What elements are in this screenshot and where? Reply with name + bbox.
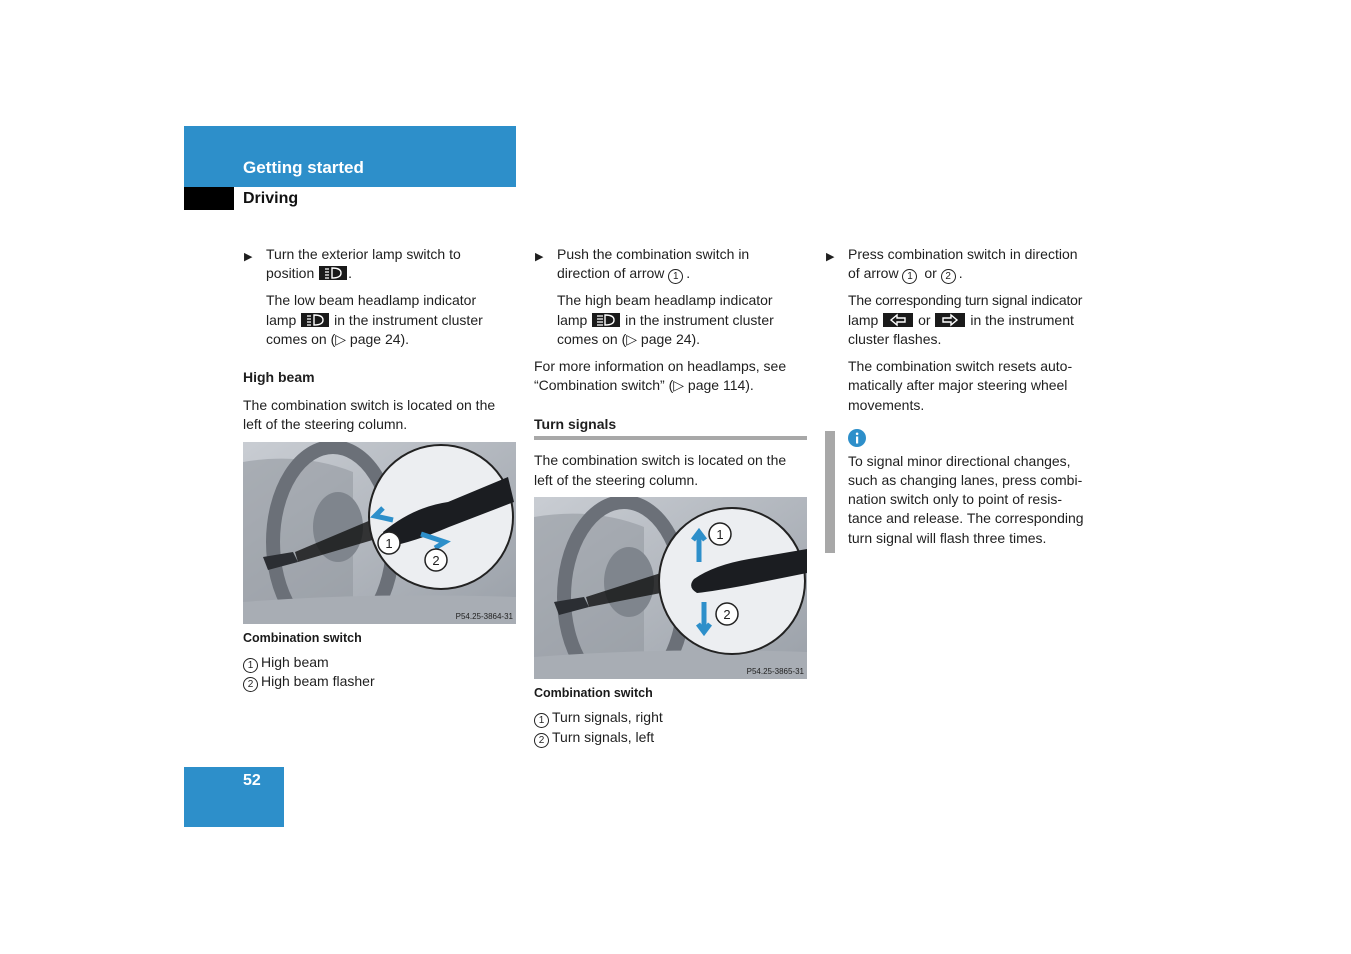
legend-item: 2 Turn signals, left	[534, 728, 654, 748]
info-icon	[848, 429, 866, 452]
col2-p1-line2: lamp in the instrument cluster	[557, 312, 774, 328]
col3-p2-line3: movements.	[848, 397, 925, 413]
col1-p1-line2: lamp in the instrument cluster	[266, 312, 483, 328]
info-line: nation switch only to point of resis-	[848, 491, 1062, 507]
combination-switch-figure-turn-signals	[534, 497, 807, 679]
legend-item: 1 High beam	[243, 653, 329, 673]
col1-p1-line3: comes on (▷ page 24).	[266, 331, 410, 347]
info-sidebar	[825, 431, 835, 553]
callout-number: 1	[243, 658, 258, 673]
col3-p1-line2: lamp or in the instrument	[848, 312, 1074, 328]
high-beam-heading: High beam	[243, 369, 315, 385]
turn-signals-heading: Turn signals	[534, 416, 617, 432]
bullet-icon: ▶	[535, 251, 544, 263]
col2-p2-line2: “Combination switch” (▷ page 114).	[534, 377, 754, 393]
callout-number: 1	[668, 269, 683, 284]
section-title: Getting started	[243, 158, 364, 177]
col3-p1-line1: The corresponding turn signal indicator	[848, 292, 1083, 308]
legend-item: 2 High beam flasher	[243, 672, 375, 692]
col2-p1-line3: comes on (▷ page 24).	[557, 331, 701, 347]
figure-code: P54.25-3864-31	[455, 612, 513, 621]
col1-p2-line2: left of the steering column.	[243, 416, 408, 432]
low-beam-icon	[319, 266, 347, 280]
page-number: 52	[243, 772, 261, 789]
svg-text:2: 2	[432, 553, 440, 568]
col3-bullet1-line1: Press combination switch in direction	[848, 246, 1078, 262]
high-beam-icon	[592, 313, 620, 327]
col1-bullet1-line1: Turn the exterior lamp switch to	[266, 246, 461, 262]
col1-bullet1-line2: position .	[266, 265, 353, 281]
figure-code: P54.25-3865-31	[746, 667, 804, 676]
svg-text:1: 1	[385, 536, 393, 551]
callout-number: 2	[243, 677, 258, 692]
figure-caption: Combination switch	[243, 631, 362, 645]
svg-text:2: 2	[723, 607, 731, 622]
col2-p1-line1: The high beam headlamp indicator	[557, 292, 773, 308]
col3-p2-line2: matically after major steering wheel	[848, 377, 1068, 393]
figure-caption: Combination switch	[534, 686, 653, 700]
callout-number: 2	[534, 733, 549, 748]
page-number-box	[184, 767, 284, 827]
col3-bullet1-line2: of arrow 1 or 2 .	[848, 265, 963, 282]
col2-p2-line1: For more information on headlamps, see	[534, 358, 787, 374]
col3-p2-line1: The combination switch resets auto-	[848, 358, 1073, 374]
svg-text:1: 1	[716, 527, 724, 542]
callout-number: 1	[902, 269, 917, 284]
callout-number: 1	[534, 713, 549, 728]
bullet-icon: ▶	[244, 251, 253, 263]
header-marker	[184, 187, 234, 210]
info-line: turn signal will flash three times.	[848, 530, 1047, 546]
bullet-icon: ▶	[826, 251, 835, 263]
info-line: To signal minor directional changes,	[848, 453, 1071, 469]
turn-signal-right-icon	[935, 313, 965, 327]
legend-item: 1 Turn signals, right	[534, 708, 663, 728]
info-line: tance and release. The corresponding	[848, 510, 1084, 526]
col2-p3-line1: The combination switch is located on the	[534, 452, 787, 468]
combination-switch-figure-high-beam	[243, 442, 516, 624]
heading-rule	[534, 436, 807, 440]
turn-signal-left-icon	[883, 313, 913, 327]
callout-number: 2	[941, 269, 956, 284]
col1-p2-line1: The combination switch is located on the	[243, 397, 496, 413]
col1-p1-line1: The low beam headlamp indicator	[266, 292, 477, 308]
low-beam-icon	[301, 313, 329, 327]
info-line: such as changing lanes, press combi-	[848, 472, 1083, 488]
col2-bullet1-line1: Push the combination switch in	[557, 246, 750, 262]
col2-bullet1-line2: direction of arrow 1 .	[557, 265, 691, 282]
subsection-title: Driving	[243, 190, 299, 207]
col2-p3-line2: left of the steering column.	[534, 472, 699, 488]
col3-p1-line3: cluster flashes.	[848, 331, 942, 347]
